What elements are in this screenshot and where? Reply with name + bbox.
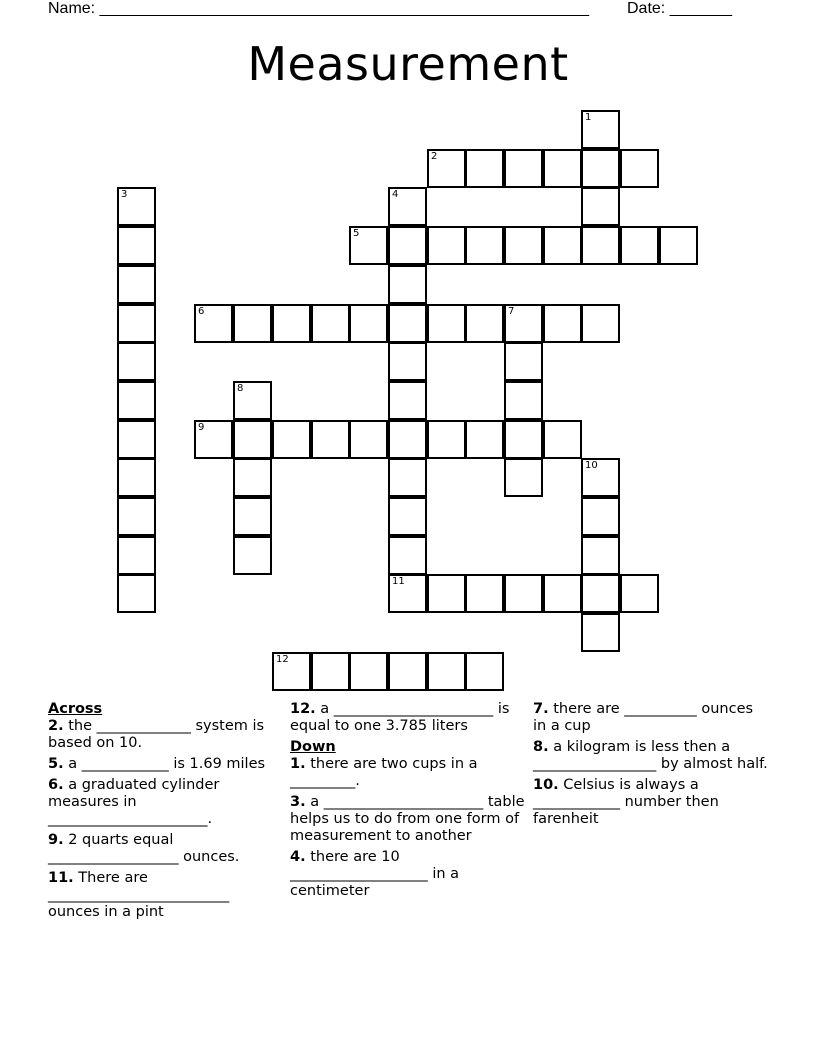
down-heading: Down (290, 739, 336, 755)
grid-cell[interactable] (543, 420, 582, 459)
cell-number: 11 (392, 576, 405, 587)
grid-cell[interactable] (581, 187, 620, 226)
clue-text: the _____________ system is based on 10. (48, 718, 265, 751)
grid-cell[interactable] (233, 381, 272, 420)
grid-cell[interactable] (620, 226, 659, 265)
grid-cell[interactable] (581, 458, 620, 497)
clue-down-1 (290, 756, 525, 790)
name-line: Name: _______________________________________________________ (48, 0, 589, 17)
grid-cell[interactable] (388, 536, 427, 575)
grid-cell[interactable] (388, 187, 427, 226)
cell-number: 4 (392, 189, 399, 200)
grid-cell[interactable] (504, 381, 543, 420)
clue-column-3 (533, 701, 768, 832)
grid-cell[interactable] (504, 149, 543, 188)
grid-cell[interactable] (388, 381, 427, 420)
grid-cell[interactable] (233, 536, 272, 575)
grid-cell[interactable] (465, 304, 504, 343)
grid-cell[interactable] (311, 652, 350, 691)
grid-cell[interactable] (581, 613, 620, 652)
clue-number: 9. (48, 832, 64, 848)
grid-cell[interactable] (117, 458, 156, 497)
cell-number: 8 (237, 383, 244, 394)
grid-cell[interactable] (388, 304, 427, 343)
grid-cell[interactable] (504, 304, 543, 343)
grid-cell[interactable] (388, 497, 427, 536)
clue-across-5 (48, 756, 283, 773)
clue-text: there are two cups in a _________. (290, 756, 478, 789)
cell-number: 2 (431, 151, 438, 162)
across-heading: Across (48, 701, 103, 717)
clue-number: 11. (48, 870, 74, 886)
grid-cell[interactable] (311, 304, 350, 343)
grid-cell[interactable] (349, 420, 388, 459)
grid-cell[interactable] (504, 226, 543, 265)
grid-cell[interactable] (581, 497, 620, 536)
grid-cell[interactable] (543, 574, 582, 613)
grid-cell[interactable] (388, 458, 427, 497)
clue-column-1 (48, 701, 283, 925)
grid-cell[interactable] (427, 574, 466, 613)
grid-cell[interactable] (349, 226, 388, 265)
clue-across-12 (290, 701, 525, 735)
grid-cell[interactable] (388, 342, 427, 381)
grid-cell[interactable] (272, 304, 311, 343)
grid-cell[interactable] (117, 497, 156, 536)
clue-text: there are __________ ounces in a cup (533, 701, 754, 734)
clue-text: a ____________ is 1.69 miles (68, 756, 266, 772)
clue-across-2 (48, 718, 283, 752)
grid-cell[interactable] (465, 574, 504, 613)
grid-cell[interactable] (465, 226, 504, 265)
grid-cell[interactable] (194, 304, 233, 343)
grid-cell[interactable] (349, 652, 388, 691)
grid-cell[interactable] (465, 149, 504, 188)
grid-cell[interactable] (581, 304, 620, 343)
clue-down-3 (290, 794, 525, 845)
cell-number: 9 (198, 422, 205, 433)
grid-cell[interactable] (504, 574, 543, 613)
grid-cell[interactable] (427, 226, 466, 265)
clue-across-11 (48, 870, 283, 921)
clue-number: 2. (48, 718, 64, 734)
grid-cell[interactable] (117, 574, 156, 613)
grid-cell[interactable] (427, 304, 466, 343)
grid-cell[interactable] (504, 342, 543, 381)
grid-cell[interactable] (659, 226, 698, 265)
grid-cell[interactable] (581, 110, 620, 149)
clue-number: 12. (290, 701, 316, 717)
grid-cell[interactable] (349, 304, 388, 343)
grid-cell[interactable] (620, 574, 659, 613)
clue-number: 3. (290, 794, 306, 810)
date-line: Date: _______ (627, 0, 732, 17)
clue-text: a graduated cylinder measures in ______________________. (48, 777, 220, 827)
grid-cell[interactable] (581, 536, 620, 575)
grid-cell[interactable] (504, 420, 543, 459)
clue-text: a ______________________ table helps us to do from one form of measurement to another (290, 794, 525, 844)
grid-cell[interactable] (388, 652, 427, 691)
grid-cell[interactable] (117, 342, 156, 381)
grid-cell[interactable] (194, 420, 233, 459)
grid-cell[interactable] (388, 265, 427, 304)
grid-cell[interactable] (427, 652, 466, 691)
clue-number: 8. (533, 739, 549, 755)
page-title: Measurement (247, 37, 569, 91)
grid-cell[interactable] (388, 226, 427, 265)
grid-cell[interactable] (117, 226, 156, 265)
grid-cell[interactable] (272, 420, 311, 459)
grid-cell[interactable] (117, 187, 156, 226)
clue-column-2 (290, 701, 525, 904)
cell-number: 6 (198, 306, 205, 317)
clue-number: 1. (290, 756, 306, 772)
clue-down-8 (533, 739, 768, 773)
grid-cell[interactable] (117, 420, 156, 459)
clue-across-6 (48, 777, 283, 828)
grid-cell[interactable] (427, 149, 466, 188)
clue-number: 7. (533, 701, 549, 717)
grid-cell[interactable] (311, 420, 350, 459)
grid-cell[interactable] (388, 574, 427, 613)
grid-cell[interactable] (117, 265, 156, 304)
clue-number: 5. (48, 756, 64, 772)
grid-cell[interactable] (543, 304, 582, 343)
clue-number: 10. (533, 777, 559, 793)
clue-text: Celsius is always a ____________ number then farenheit (533, 777, 719, 827)
grid-cell[interactable] (272, 652, 311, 691)
grid-cell[interactable] (465, 420, 504, 459)
cell-number: 5 (353, 228, 360, 239)
cell-number: 7 (508, 306, 515, 317)
grid-cell[interactable] (117, 536, 156, 575)
clue-across-9 (48, 832, 283, 866)
clue-text: there are 10 ___________________ in a centimeter (290, 849, 460, 899)
clue-number: 6. (48, 777, 64, 793)
grid-cell[interactable] (117, 304, 156, 343)
clue-number: 4. (290, 849, 306, 865)
cell-number: 10 (585, 460, 598, 471)
grid-cell[interactable] (543, 226, 582, 265)
cell-number: 1 (585, 112, 592, 123)
clue-text: a kilogram is less then a _________________ by almost half. (533, 739, 768, 772)
grid-cell[interactable] (581, 149, 620, 188)
cell-number: 3 (121, 189, 128, 200)
grid-cell[interactable] (233, 458, 272, 497)
grid-cell[interactable] (620, 149, 659, 188)
grid-cell[interactable] (388, 420, 427, 459)
clue-text: 2 quarts equal __________________ ounces. (48, 832, 240, 865)
grid-cell[interactable] (233, 420, 272, 459)
cell-number: 12 (276, 654, 289, 665)
clue-down-4 (290, 849, 525, 900)
grid-cell[interactable] (427, 420, 466, 459)
grid-cell[interactable] (233, 304, 272, 343)
grid-cell[interactable] (581, 226, 620, 265)
clue-down-7 (533, 701, 768, 735)
grid-cell[interactable] (543, 149, 582, 188)
grid-cell[interactable] (117, 381, 156, 420)
grid-cell[interactable] (465, 652, 504, 691)
grid-cell[interactable] (504, 458, 543, 497)
grid-cell[interactable] (233, 497, 272, 536)
clue-down-10 (533, 777, 768, 828)
clue-text: a ______________________ is equal to one 3.785 liters (290, 701, 510, 734)
grid-cell[interactable] (581, 574, 620, 613)
clue-text: There are _________________________ ounces in a pint (48, 870, 230, 920)
